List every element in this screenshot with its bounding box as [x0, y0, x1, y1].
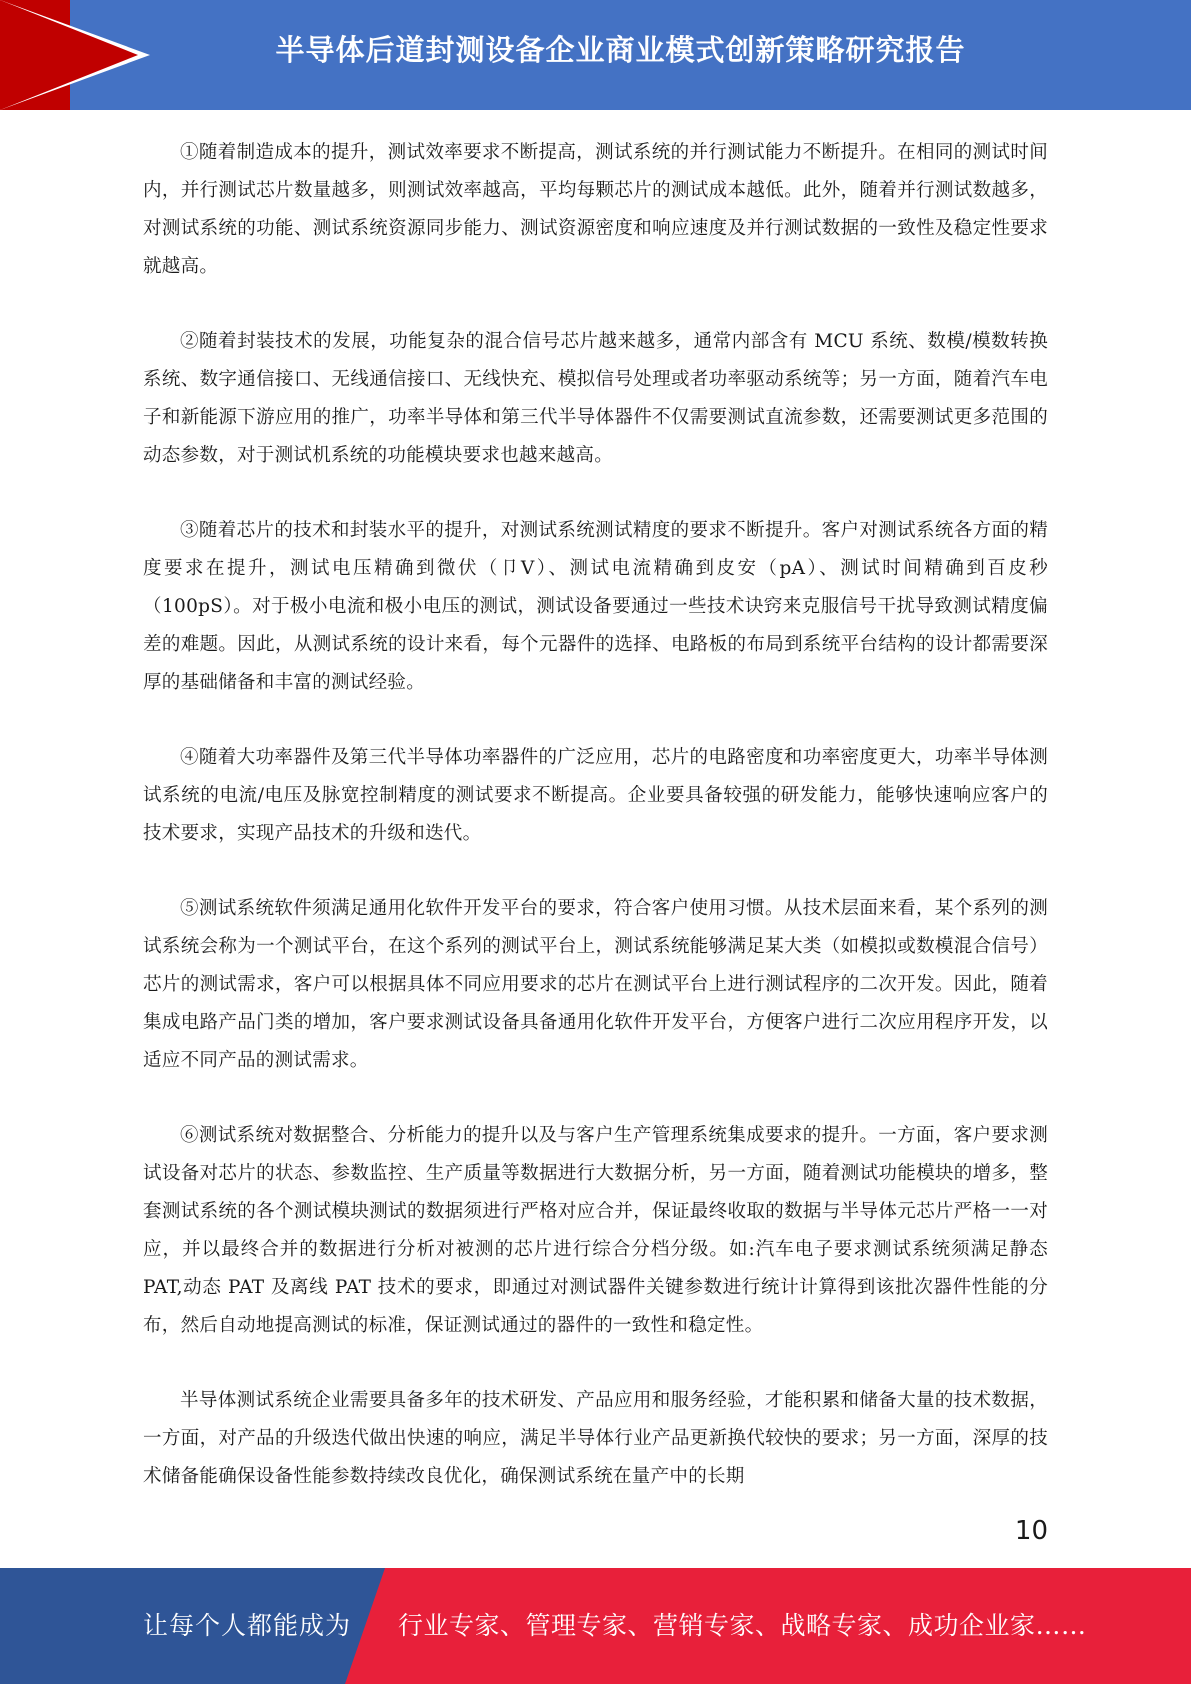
- page-header: [0, 0, 1191, 110]
- footer-slogan-right: 行业专家、管理专家、营销专家、战略专家、成功企业家……: [398, 1611, 1087, 1640]
- page-footer: [0, 1568, 1191, 1684]
- paragraph-4: ④随着大功率器件及第三代半导体功率器件的广泛应用，芯片的电路密度和功率密度更大，功率半导体测试系统的电流/电压及脉宽控制精度的测试要求不断提高。企业要具备较强的研发能力，能够快速响应客户的技术要求，实现产品技术的升级和迭代。: [143, 747, 1048, 844]
- page-number: 10: [1014, 1516, 1048, 1546]
- paragraph-3: ③随着芯片的技术和封装水平的提升，对测试系统测试精度的要求不断提升。客户对测试系统各方面的精度要求在提升，测试电压精确到微伏（卩V）、测试电流精确到皮安（pA）、测试时间精确到百皮秒（100pS）。对于极小电流和极小电压的测试，测试设备要通过一些技术诀窍来克服信号干扰导致测试精度偏差的难题。因此，从测试系统的设计来看，每个元器件的选择、电路板的布局到系统平台结构的设计都需要深厚的基础储备和丰富的测试经验。: [143, 520, 1048, 693]
- report-title: 半导体后道封测设备企业商业模式创新策略研究报告: [275, 33, 966, 67]
- paragraph-7: 半导体测试系统企业需要具备多年的技术研发、产品应用和服务经验，才能积累和储备大量的技术数据，一方面，对产品的升级迭代做出快速的响应，满足半导体行业产品更新换代较快的要求；另一方面，深厚的技术储备能确保设备性能参数持续改良优化，确保测试系统在量产中的长期: [143, 1390, 1048, 1487]
- document-body: [143, 134, 1048, 1533]
- paragraph-2: ②随着封装技术的发展，功能复杂的混合信号芯片越来越多，通常内部含有 MCU 系统、数模/模数转换系统、数字通信接口、无线通信接口、无线快充、模拟信号处理或者功率驱动系统等；另一方面，随着汽车电子和新能源下游应用的推广，功率半导体和第三代半导体器件不仅需要测试直流参数，还需要测试更多范围的动态参数，对于测试机系统的功能模块要求也越来越高。: [143, 331, 1048, 466]
- paragraph-5: ⑤测试系统软件须满足通用化软件开发平台的要求，符合客户使用习惯。从技术层面来看，某个系列的测试系统会称为一个测试平台，在这个系列的测试平台上，测试系统能够满足某大类（如模拟或数模混合信号）芯片的测试需求，客户可以根据具体不同应用要求的芯片在测试平台上进行测试程序的二次开发。因此，随着集成电路产品门类的增加，客户要求测试设备具备通用化软件开发平台，方便客户进行二次应用程序开发，以适应不同产品的测试需求。: [143, 898, 1048, 1071]
- header-arrow-icon: [0, 0, 138, 110]
- paragraph-6: ⑥测试系统对数据整合、分析能力的提升以及与客户生产管理系统集成要求的提升。一方面，客户要求测试设备对芯片的状态、参数监控、生产质量等数据进行大数据分析，另一方面，随着测试功能模块的增多，整套测试系统的各个测试模块测试的数据须进行严格对应合并，保证最终收取的数据与半导体元芯片严格一一对应，并以最终合并的数据进行分析对被测的芯片进行综合分档分级。如:汽车电子要求测试系统须满足静态 PAT,动态 PAT 及离线 PAT 技术的要求，即通过对测试器件关键参数进行统计计算得到该批次器件性能的分布，然后自动地提高测试的标准，保证测试通过的器件的一致性和稳定性。: [143, 1125, 1048, 1336]
- footer-slogan-left: 让每个人都能成为: [143, 1611, 352, 1640]
- paragraph-1: ①随着制造成本的提升，测试效率要求不断提高，测试系统的并行测试能力不断提升。在相同的测试时间内，并行测试芯片数量越多，则测试效率越高，平均每颗芯片的测试成本越低。此外，随着并行测试数越多，对测试系统的功能、测试系统资源同步能力、测试资源密度和响应速度及并行测试数据的一致性及稳定性要求就越高。: [143, 142, 1048, 277]
